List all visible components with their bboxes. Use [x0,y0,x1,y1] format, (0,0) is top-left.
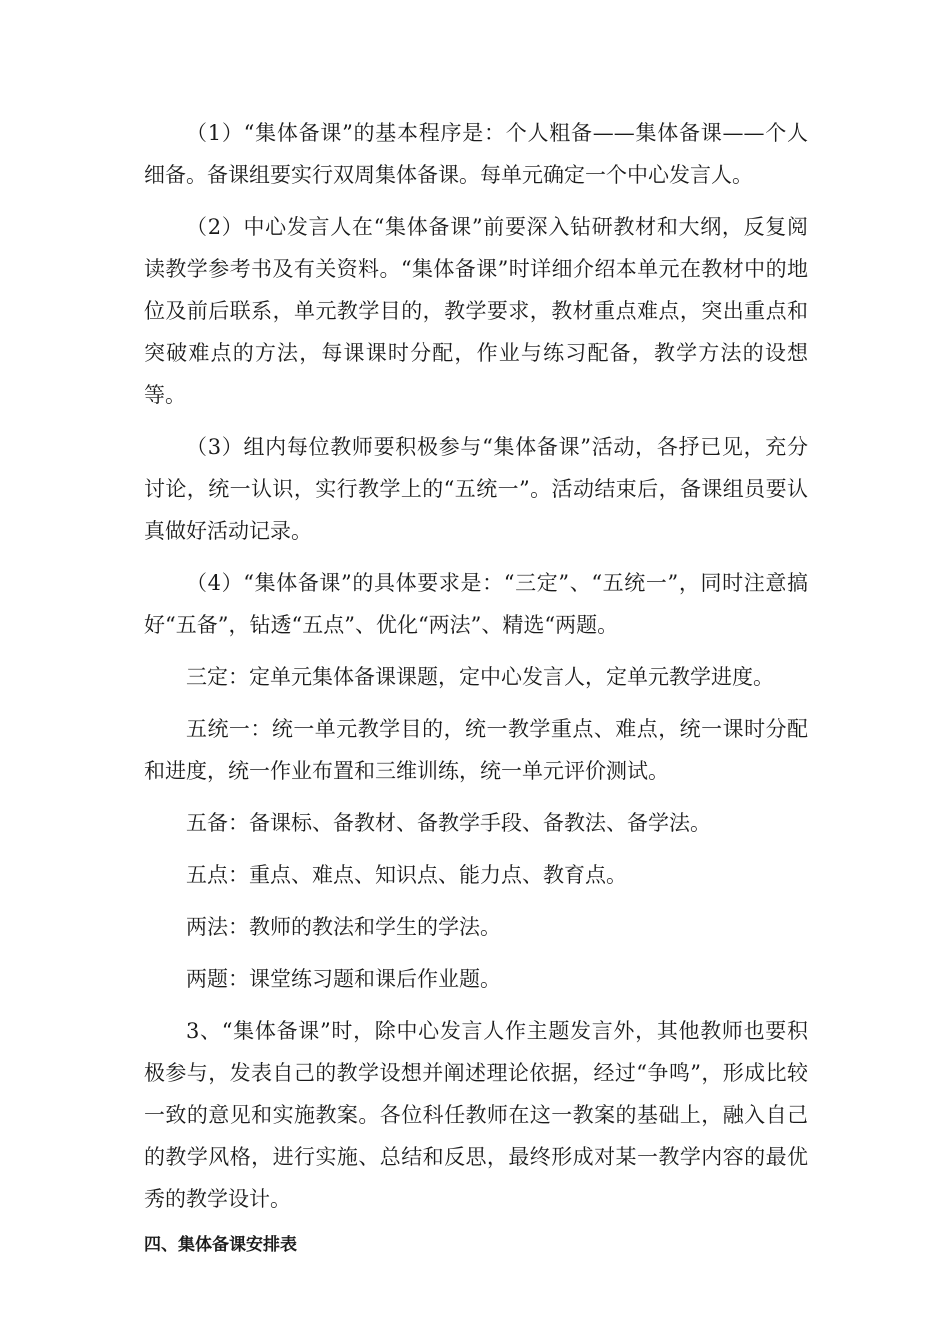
paragraph-center-speaker: （2）中心发言人在“集体备课”前要深入钻研教材和大纲，反复阅读教学参考书及有关资料。“集体备课”时详细介绍本单元在教材中的地位及前后联系，单元教学目的，教学要求，教材重点难点，突出重点和突破难点的方法，每课课时分配，作业与练习配备，教学方法的设想等。 [144,215,808,407]
paragraph-three-fixed: 三定：定单元集体备课课题，定中心发言人，定单元教学进度。 [186,665,774,689]
paragraph-five-points: 五点：重点、难点、知识点、能力点、教育点。 [186,863,627,887]
paragraph-two-exercises: 两题：课堂练习题和课后作业题。 [186,967,501,991]
paragraph-group-participation: （3）组内每位教师要积极参与“集体备课”活动，各抒已见，充分讨论，统一认识，实行教学上的“五统一”。活动结束后，备课组员要认真做好活动记录。 [144,435,808,543]
paragraph-collective-discussion: 3、“集体备课”时，除中心发言人作主题发言外，其他教师也要积极参与，发表自己的教学设想并阐述理论依据，经过“争鸣”，形成比较一致的意见和实施教案。各位科任教师在这一教案的基础上，融入自己的教学风格，进行实施、总结和反思，最终形成对某一教学内容的最优秀的教学设计。 [144,1019,808,1211]
paragraph-basic-procedure: （1）“集体备课”的基本程序是：个人粗备——集体备课——个人细备。备课组要实行双周集体备课。每单元确定一个中心发言人。 [144,121,808,187]
section-heading: 四、集体备课安排表 [144,1235,297,1255]
paragraph-five-unified: 五统一：统一单元教学目的，统一教学重点、难点，统一课时分配和进度，统一作业布置和三维训练，统一单元评价测试。 [144,717,808,783]
paragraph-five-preparations: 五备：备课标、备教材、备教学手段、备教法、备学法。 [186,811,711,835]
paragraph-two-methods: 两法：教师的教法和学生的学法。 [186,915,501,939]
paragraph-specific-requirements: （4）“集体备课”的具体要求是：“三定”、“五统一”，同时注意搞好“五备”，钻透“五点”、优化“两法”、精选“两题。 [144,571,808,637]
document-page [144,112,808,1260]
